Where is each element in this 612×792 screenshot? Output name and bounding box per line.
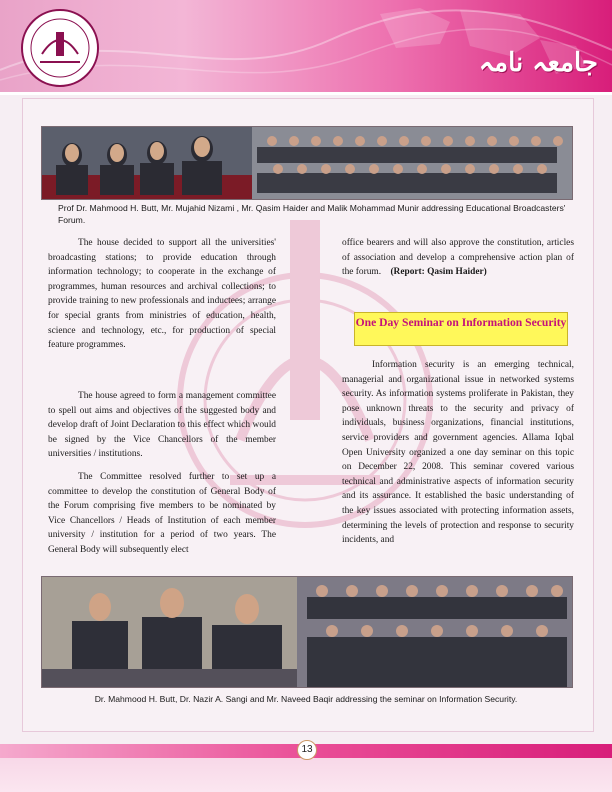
masthead-title: جامعہ نامہ <box>478 48 598 78</box>
university-logo <box>18 6 102 90</box>
top-photo-caption: Prof Dr. Mahmood H. Butt, Mr. Mujahid Nizami , Mr. Qasim Haider and Malik Mohammad Munir addressing Educational Broadcasters' Forum. <box>58 203 566 225</box>
bottom-photo-caption: Dr. Mahmood H. Butt, Dr. Nazir A. Sangi and Mr. Naveed Baqir addressing the seminar on Information Security. <box>94 694 518 704</box>
forum-photo <box>41 126 573 200</box>
paragraph-text-main: office bearers and will also approve the constitution, articles of association and develop a comprehensive action plan of the forum. <box>342 238 574 278</box>
paragraph-text: Information security is an emerging technical, managerial and organizational issue in networked systems security. As information systems proliferate in Pakistan, they pose unknown threats to the security and privacy of individuals, business organizations, financial institutions, service providers and government agencies. Allama Iqbal Open University organized a one day seminar on this topic on December 22, 2008. This seminar covered various technical and administrative aspects of information security and its assurance. It established the basic understanding of the key issues associated with protecting information assets, determining the levels of protection and response to security incidents, and <box>342 360 574 546</box>
paragraph-text: The house agreed to form a management committee to spell out aims and objectives of the suggested body and develop draft of Joint Declaration to this effect which would be signed by the Vice Chancellors of the member universities / institutions. <box>48 391 276 460</box>
article-left-paragraph-2 <box>48 389 276 462</box>
article-right-paragraph-1 <box>342 236 574 280</box>
article-left-paragraph-3 <box>48 470 276 558</box>
footer-strip <box>0 758 612 792</box>
article-right-paragraph-2 <box>342 358 574 548</box>
seminar-photo <box>41 576 573 688</box>
paragraph-text: The Committee resolved further to set up a committee to develop the constitution of General Body of the Forum comprising five members to be nominated by Vice Chancellors / Heads of Institution of each member university / institution for a period of two years. The General Body will subsequently elect <box>48 472 276 555</box>
page-header <box>0 0 612 92</box>
forum-photo-scene <box>42 127 572 199</box>
article-left-paragraph-1 <box>48 236 276 353</box>
paragraph-text: The house decided to support all the universities' broadcasting stations; to provide education through information technology; to cooperate in the exchange of programmes, human resources and archival collections; to provide training to new professionals and inductees; arrange for special grants from ministries of education, health, science and technology, etc., for production of special feature programmes. <box>48 238 276 351</box>
page-number: 13 <box>297 740 317 760</box>
seminar-heading: One Day Seminar on Information Security <box>354 312 568 346</box>
report-credit: (Report: Qasim Haider) <box>390 267 487 278</box>
header-rule <box>0 92 612 95</box>
paragraph-text <box>342 236 574 280</box>
seminar-photo-scene <box>42 577 572 687</box>
